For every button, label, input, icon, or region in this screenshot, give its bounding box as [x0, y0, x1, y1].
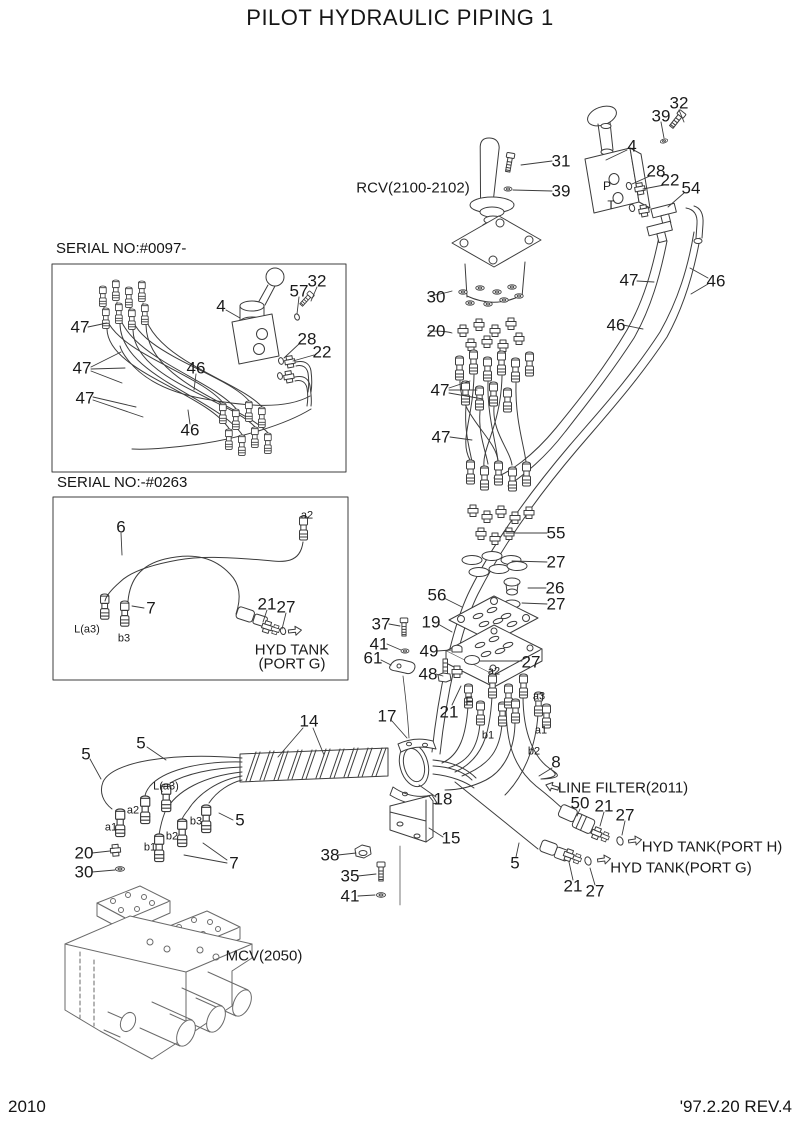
callout-31: 31: [551, 151, 571, 171]
callout-8: 8: [551, 752, 561, 772]
callout-46: 46: [186, 358, 206, 378]
callout-30: 30: [426, 287, 446, 307]
callout-21: 21: [257, 594, 277, 614]
callout-47: 47: [431, 427, 451, 447]
callout-47: 47: [70, 317, 90, 337]
callout-56: 56: [427, 585, 447, 605]
callout-7: 7: [146, 598, 156, 618]
callout-22: 22: [660, 170, 680, 190]
callout-6: 6: [116, 517, 126, 537]
callout-61: 61: [363, 648, 383, 668]
rcv-label: RCV(2100-2102): [356, 179, 470, 197]
hyd-tank-port-g-label: HYD TANK(PORT G): [610, 859, 752, 877]
callout-47: 47: [430, 380, 450, 400]
callout-46: 46: [706, 271, 726, 291]
callout-19: 19: [421, 612, 441, 632]
callout-50: 50: [570, 793, 590, 813]
callout-30: 30: [74, 862, 94, 882]
callout-20: 20: [74, 843, 94, 863]
clamp-and-brackets: [355, 676, 437, 905]
rcv-joystick: [452, 138, 541, 303]
callout-t: T: [607, 198, 615, 212]
callout-35: 35: [340, 866, 360, 886]
callout-27: 27: [546, 552, 566, 572]
callout-14: 14: [299, 711, 319, 731]
serial-box-2: [53, 497, 348, 680]
callout-a1: a1: [104, 821, 118, 834]
callout-46: 46: [180, 420, 200, 440]
callout-39: 39: [651, 106, 671, 126]
mcv-block: [65, 886, 255, 1059]
callout-17: 17: [377, 706, 397, 726]
hose-bundle: [240, 748, 388, 782]
callout-4: 4: [216, 296, 226, 316]
callout-21: 21: [563, 876, 583, 896]
callout-27: 27: [585, 881, 605, 901]
hose-fittings-47: [456, 350, 534, 412]
callout-4: 4: [627, 136, 637, 156]
callout-26: 26: [545, 578, 565, 598]
callout-20: 20: [426, 321, 446, 341]
callout-47: 47: [619, 270, 639, 290]
serial-box-1-heading: SERIAL NO:#0097-: [56, 240, 187, 257]
callout-47: 47: [72, 358, 92, 378]
hyd-tank-label-line1: HYD TANK: [254, 641, 330, 659]
callout-54: 54: [681, 178, 701, 198]
callout-38: 38: [320, 845, 340, 865]
hyd-tank-port-h-label: HYD TANK(PORT H): [641, 838, 783, 856]
adapter-cluster-55: [467, 460, 535, 545]
callout-27: 27: [546, 594, 566, 614]
callout-47: 47: [75, 388, 95, 408]
callout-18: 18: [433, 789, 453, 809]
callout-l-a3-: L(a3): [153, 780, 179, 793]
tank-line-fittings: [539, 781, 642, 866]
callout-a2: a2: [487, 665, 501, 678]
callout-55: 55: [546, 523, 566, 543]
callout-b3: b3: [189, 815, 203, 828]
serial-box-1: [52, 264, 346, 472]
page-title: PILOT HYDRAULIC PIPING 1: [246, 5, 554, 30]
callout-b1: b1: [481, 729, 495, 742]
washer-cluster-30: [459, 285, 524, 306]
footer-revision: '97.2.20 REV.4: [679, 1097, 792, 1116]
callout-32: 32: [669, 93, 689, 113]
callout-5: 5: [81, 744, 91, 764]
callout-b1: b1: [143, 841, 157, 854]
callout-p: P: [602, 179, 612, 193]
callout-f: F: [465, 694, 473, 708]
callout-5: 5: [510, 853, 520, 873]
callout-7: 7: [229, 853, 239, 873]
callout-l-a3-: L(a3): [74, 623, 100, 636]
callout-41: 41: [369, 634, 389, 654]
callout-32: 32: [307, 271, 327, 291]
callout-48: 48: [418, 664, 438, 684]
callout-b3: b3: [117, 632, 131, 645]
callout-27: 27: [615, 805, 635, 825]
serial-box-2-heading: SERIAL NO:-#0263: [57, 474, 188, 491]
callout-41: 41: [340, 886, 360, 906]
callout-37: 37: [371, 614, 391, 634]
callout-21: 21: [439, 702, 459, 722]
callout-57: 57: [289, 281, 309, 301]
callout-5: 5: [235, 810, 245, 830]
line-filter-label: LINE FILTER(2011): [557, 779, 689, 797]
lever-valve: [585, 102, 703, 244]
callout-39: 39: [551, 181, 571, 201]
callout-a3: a3: [532, 690, 546, 703]
callout-46: 46: [606, 315, 626, 335]
callout-a2: a2: [300, 509, 314, 522]
callout-22: 22: [312, 342, 332, 362]
callout-b2: b2: [165, 830, 179, 843]
callout-a2: a2: [126, 804, 140, 817]
callout-5: 5: [136, 733, 146, 753]
callout-49: 49: [419, 641, 439, 661]
callout-27: 27: [521, 652, 541, 672]
callout-b2: b2: [527, 745, 541, 758]
mcv-label: MCV(2050): [225, 947, 303, 965]
footer-page-number: 2010: [8, 1097, 46, 1116]
callout-15: 15: [441, 828, 461, 848]
callout-a1: a1: [534, 724, 548, 737]
fitting-cluster-20: [458, 318, 524, 352]
callout-28: 28: [297, 329, 317, 349]
callout-21: 21: [594, 796, 614, 816]
callout-28: 28: [646, 161, 666, 181]
callout-27: 27: [276, 597, 296, 617]
hyd-tank-label-line2: (PORT G): [258, 655, 326, 673]
